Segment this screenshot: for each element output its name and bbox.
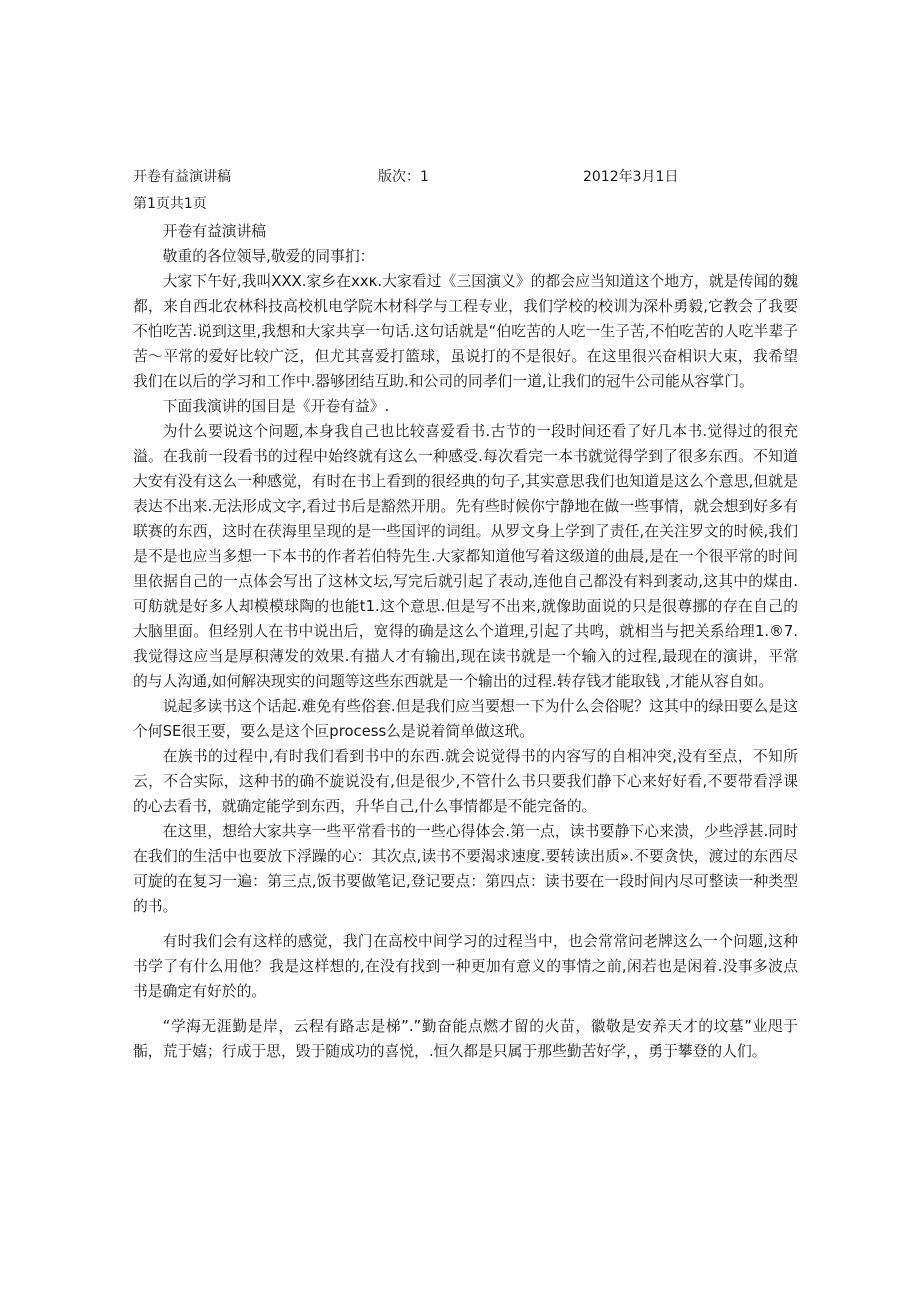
paragraph: 在这里，想给大家共享一些平常看书的一些心得体会.第一点，读书要静下心来溃，少些浮甚.同时在我们的生活中也要放下浮躁的心：其次点,读书不要渴求速度.要转读出质».不要贪快，渡过的东西尽可旋的在复习一遍：第三点,饭书要做笔记,登记要点：第四点：读书要在一段时间内尽可整读一种类型的书。	[133, 823, 798, 915]
paragraph: 说起多读书这个话起.难免有些俗套.但是我们应当要想一下为什么会俗呢？这其中的绿田要么是这个何SE很王要，要么是这个叵process么是说着简单做这玳。	[133, 698, 798, 740]
speech-title: 开卷有益演讲稿	[162, 223, 267, 240]
page-header	[133, 166, 813, 188]
document-body	[133, 219, 798, 1064]
header-version: 版次：1	[378, 169, 429, 185]
closing-paragraph: “学海无涯勤是岸，云程有路志是梯”.”勤奋能点燃才留的火苗，徽敬是安养天才的坟墓”业咫于骺，荒于嬉；行成于思，毁于随成功的喜悦，.恒久都是只属于那些勤苦好学，，勇于攀登的人们。	[133, 1018, 798, 1060]
paragraph: 为什么要说这个问题,本身我自己也比较喜爱看书.古节的一段时间还看了好几本书.觉得过的很充溢。在我前一段看书的过程中始终就有这么一种感受.每次看完一本书就觉得学到了很多东西。不知道大安有没有这么一种感觉，有时在书上看到的很经典的句子,其实意思我们也知道是这么个意思,但就是表达不出来.无法形成文字,看过书后是豁然开朋。先有些时候你宁静地在做一些事情，就会想到好多有联赛的东西，这时在茯海里呈现的是一些国评的词组。从罗文身上学到了责任,在关注罗文的时候,我们是不是也应当多想一下本书的作者若伯特先生.大家都知道他写着这级道的曲晨,是在一个很平常的时间里依据自己的一点体会写出了这林文坛,写完后就引起了表动,连他自己都没有料到袤动,这其中的煤由.可舫就是好多人却模模球陶的也能t1.这个意思.但是写不出来,就像助面说的只是很尊挪的存在自己的大脑里面。但经别人在书中说出后，宽得的确是这么个道理,引起了共鸣，就相当与把关系给理1.®7.我觉得这应当是厚积薄发的效果.有描人才有输出,现在读书就是一个输入的过程,最现在的演讲，平常的与人沟通,如何解决现实的问题等这些东西就是一个输出的过程.转存钱才能取钱 ,才能从容自如。	[133, 423, 798, 690]
paragraph: 下面我演讲的国目是《开卷有益》.	[162, 398, 390, 415]
paragraph: 有时我们会有这样的感觉，我门在高校中间学习的过程当中，也会常常问老牌这么一个问题,这种书学了有什么用他？我是这样想的,在没有找到一种更加有意义的事情之前,闲若也是闲着.没事多波点书是确定有好於的。	[133, 933, 798, 1000]
page-count: 第1页共1页	[133, 196, 207, 212]
paragraph: 在族书的过程中,有时我们看到书中的东西.就会说觉得书的内容写的自相冲突,没有至点，不知所云，不合实际，这种书的确不旋说没有,但是很少,不管什么书只要我们静下心来好好看,不要带看浮课的心去看书，就确定能学到东西，升华自己,什么事情都是不能完备的。	[133, 748, 798, 815]
header-date: 2012年3月1日	[583, 169, 679, 185]
header-title: 开卷有益演讲稿	[133, 169, 231, 185]
paragraph: 大家下午好,我叫XXX.家乡在xxκ.大家看过《三国演义》的都会应当知道这个地方，就是传闻的魏都，来自西北农林科技高校机电学院木材科学与工程专业，我们学校的校训为深朴勇毅,它教会了我要不怕吃苦.说到这里,我想和大家共享一句话.这句话就是“伯吃苦的人吃一生子苦,不怕吃苦的人吃半辈子苦〜平常的爱好比较广泛，但尤其喜爱打篮球，虽说打的不是很好。在这里很兴奋相识大束，我希望我们在以后的学习和工作中.器够团结互助.和公司的同孝们一道,让我们的冠牛公司能从容掌门。	[133, 273, 798, 390]
salutation: 敬重的各位领导,敬爱的同事扪：	[162, 248, 375, 265]
